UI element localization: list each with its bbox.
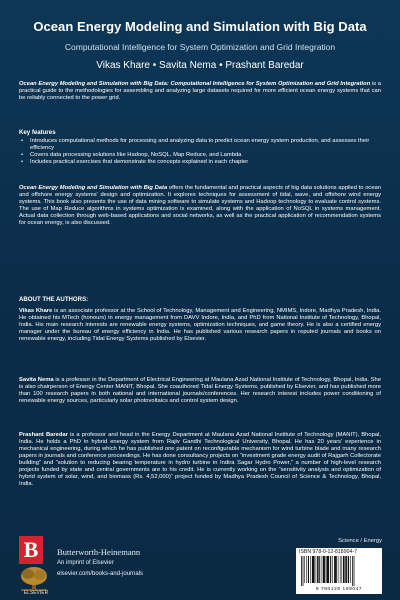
- barcode-bar: [323, 556, 325, 583]
- key-feature-item: • Covers data processing solutions like Hadoop, NoSQL, Map Reduce, and Lambda: [19, 152, 381, 159]
- barcode-bar: [334, 556, 336, 583]
- author-bio-text: is an associate professor at the School of Technology, Management and Engineering, NMIMS, Indore, Madhya Pradesh, India. He obtained his MTech (honours) in energy management from DAVV Indore, India, and PhD from National Institute of Technology, Bhopal, India. His main research interests are renewable energy systems, optimization techniques, and game theory. He is also a certified energy manager under the bureau of energy efficiency in India. He has published various research papers in reputed journals and books on renewable energy, including Tidal Energy Systems published by Elsevier.: [19, 308, 381, 343]
- logo-letter: B: [23, 537, 39, 562]
- barcode-bar: [316, 556, 317, 583]
- about-authors-heading: ABOUT THE AUTHORS:: [19, 296, 89, 303]
- barcode-image: [299, 556, 379, 586]
- elsevier-tree-logo: [17, 566, 51, 592]
- category-label: Science / Energy: [338, 538, 382, 544]
- barcode-bar: [317, 556, 318, 583]
- description-text: offers the fundamental and practical aspects of big data solutions applied to ocean and offshore energy systems' design and optimization. It explores techniques for assessment of tidal, wave, and offshore wind energy systems. This book also presents the use of data mining software to simulate systems and Hadoop technology to evaluate control systems. The use of Map Reduce algorithms in systems optimization is examined, along with the application of NoSQL in systems management. Actual data collection through web-based applications and social networks, as well as the practical application of recommendation systems for ocean energy, is also discussed.: [19, 185, 382, 227]
- barcode-bar: [319, 556, 320, 583]
- barcode-bar: [342, 556, 343, 583]
- elsevier-wordmark: ELSEVIER: [23, 590, 49, 596]
- author-names: Vikas Khare • Savita Nema • Prashant Baredar: [96, 60, 304, 71]
- barcode-bar: [304, 556, 305, 583]
- author-bio-name: Savita Nema: [19, 377, 54, 383]
- barcode-bar: [321, 556, 322, 583]
- barcode-bar: [350, 556, 351, 583]
- author-bio-name: Prashant Baredar: [19, 432, 68, 438]
- barcode-bar: [301, 556, 302, 586]
- barcode-bar: [306, 556, 307, 583]
- author-bio-name: Vikas Khare: [19, 308, 53, 314]
- author-bio-text: is a professor and head in the Energy Department at Maulana Azad National Institute of Technology (MANIT), Bhopal, India. He holds a PhD in hybrid energy system from Rajiv Gandhi Technological University, Bhopal. He has 20 years' experience in mechanical engineering, during which he has published one patent on reconfigurable mechanism for wind turbine blade and many research papers in journals and conference proceedings. He has done consultancy projects on “investment grade energy audit of Rajgarh Collectorate building” and “solution to reducing bearing temperature in hydro turbine in Indira Sagar Hydro Power,” a number of high-level research projects funded by state and central governments are to his credit. He is currently working on the “sensitivity analysis and optimization of hybrid system of solar, wind, and biomass (Rs. 4,52,000)” project funded by Madhya Pradesh Council of Science & Technology, Bhopal, India.: [19, 432, 381, 488]
- isbn-label: ISBN 978-0-12-818904-7: [299, 549, 357, 555]
- author-bio: [19, 377, 381, 405]
- intro-lead: Ocean Energy Modeling and Simulation with Big Data: Computational Intelligence for System Optimization and Grid Integration: [19, 81, 371, 87]
- barcode-bar: [308, 556, 309, 583]
- barcode-bar: [312, 556, 314, 583]
- key-feature-item: • Introduces computational methods for processing and analyzing data to predict ocean energy system production, and assesses their efficiency: [19, 138, 381, 152]
- barcode-bar: [330, 556, 331, 583]
- description-paragraph: [19, 185, 381, 227]
- author-bio-text: is a professor in the Department of Electrical Engineering at Maulana Azad National Institute of Technology, Bhopal, India. She is also chairperson of Energy Center MANIT, Bhopal. She coauthored Tidal Energy Systems, published by Elsevier, and has published more than 100 research papers in both national and international journals/conferences. Her research interest includes power conditioning of renewable energy sources, particularly solar photovoltaics and control system design.: [19, 377, 381, 405]
- description-lead: Ocean Energy Modeling and Simulation with Big Data: [19, 185, 168, 191]
- barcode-bar: [326, 556, 328, 583]
- barcode-bar: [338, 556, 339, 583]
- key-feature-item: • Includes practical exercises that demonstrate the concepts explained in each chapter: [19, 159, 381, 166]
- key-features-list: [19, 138, 381, 166]
- author-bio: [19, 308, 381, 343]
- butterworth-heinemann-logo: [19, 536, 43, 564]
- barcode-bar: [303, 556, 304, 586]
- publisher-url[interactable]: elsevier.com/books-and-journals: [57, 571, 144, 577]
- publisher-name: Butterworth-Heinemann: [57, 547, 141, 557]
- key-features-heading: Key features: [19, 129, 56, 136]
- barcode-bar: [328, 556, 329, 583]
- intro-text: is a practical guide to the methodologies for assembling and analyzing large datasets required for more efficient ocean energy systems that can be reliably connected to the power grid.: [19, 81, 381, 102]
- barcode-bar: [324, 556, 325, 583]
- barcode-number: 9 780128 189047: [315, 587, 363, 592]
- barcode-bar: [354, 556, 355, 586]
- barcode-bar: [343, 556, 344, 583]
- author-bio: [19, 432, 381, 488]
- imprint-label: An imprint of Elsevier: [57, 560, 114, 566]
- barcode-bar: [310, 556, 311, 583]
- barcode-bar: [348, 556, 349, 583]
- book-title: Ocean Energy Modeling and Simulation with Big Data: [33, 19, 367, 34]
- barcode-bar: [332, 556, 333, 583]
- barcode-bar: [313, 556, 314, 583]
- barcode-bar: [352, 556, 353, 586]
- barcode-bar: [346, 556, 347, 583]
- intro-paragraph: [19, 81, 381, 102]
- barcode-bar: [345, 556, 346, 583]
- barcode-bar: [336, 556, 337, 583]
- book-subtitle: Computational Intelligence for System Optimization and Grid Integration: [64, 42, 336, 52]
- barcode-bar: [340, 556, 341, 583]
